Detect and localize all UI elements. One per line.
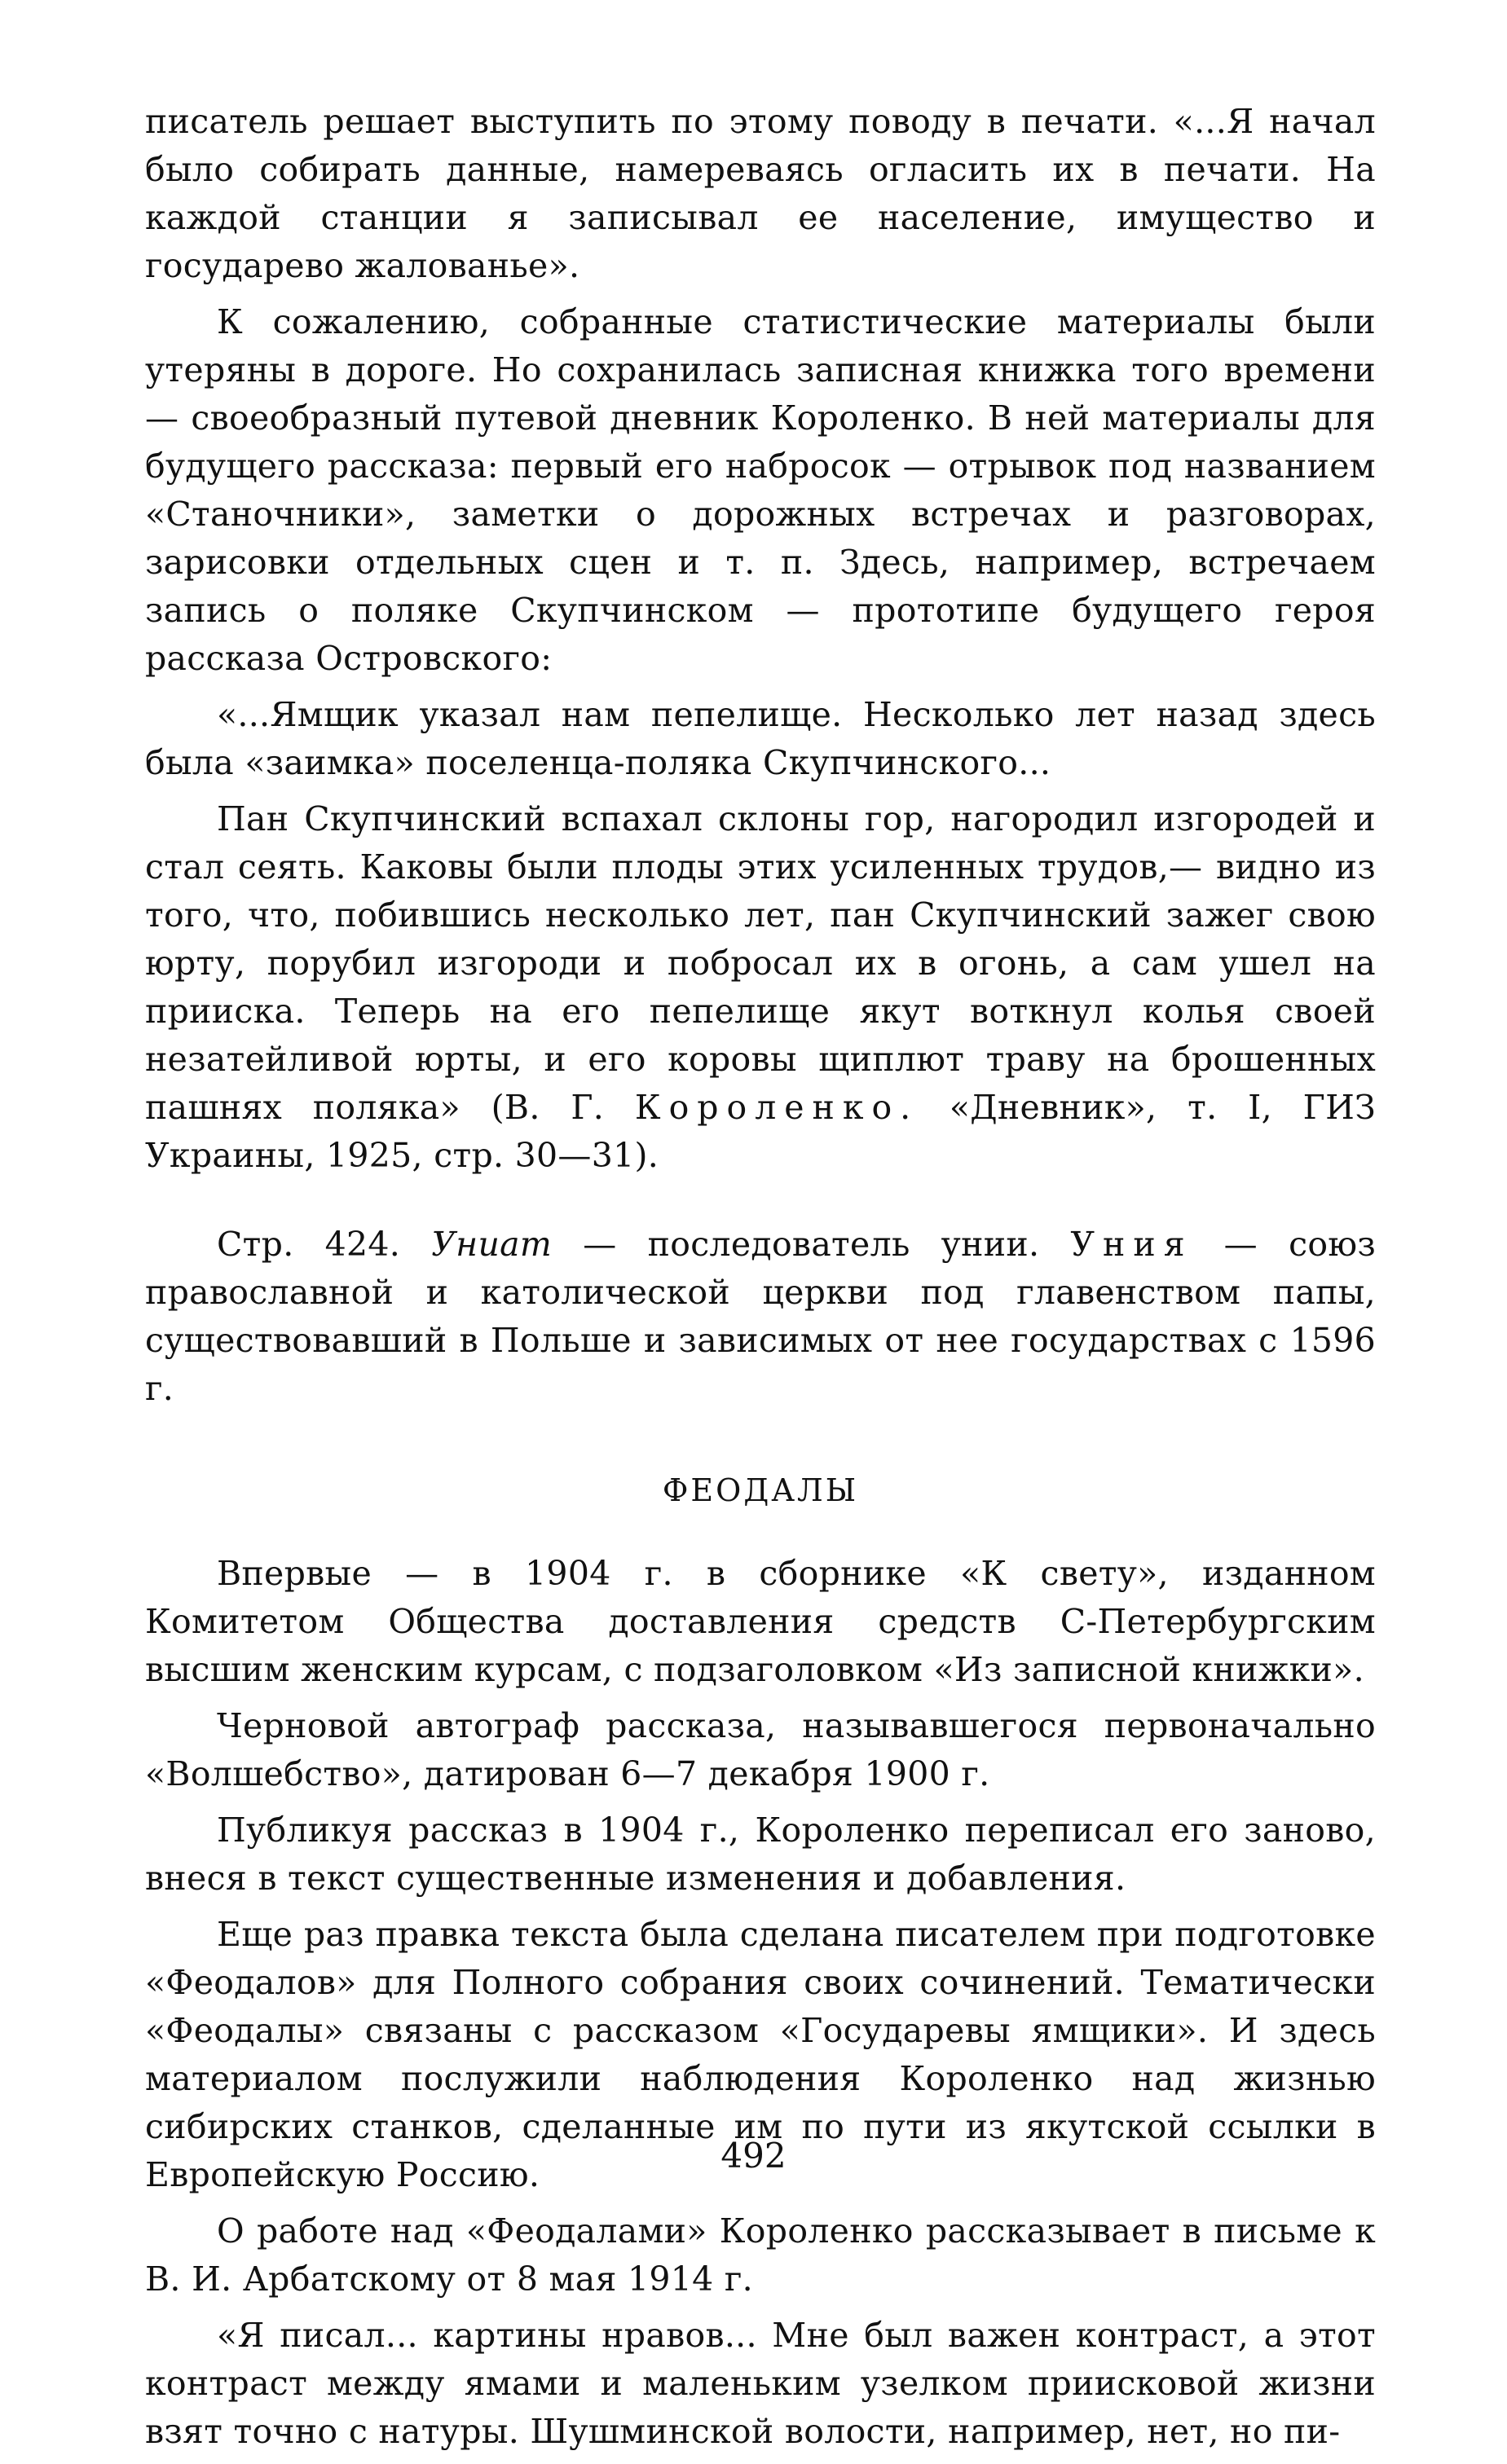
document-page — [145, 98, 1376, 2464]
page-reference: Стр. 424. — [217, 1225, 432, 1264]
quote-paragraph — [145, 795, 1376, 1180]
paragraph: «Я писал... картины нравов... Мне был важен контраст, а этот контраст между ямами и маленьким узелком приисковой жизни взят точно с натуры. Шушминской волости, например, нет, но пи- — [145, 2316, 1376, 2451]
paragraph: Публикуя рассказ в 1904 г., Короленко переписал его заново, внеся в текст существенные изменения и добавления. — [145, 1811, 1376, 1898]
section-title: ФЕОДАЛЫ — [662, 1472, 859, 1508]
paragraph: К сожалению, собранные статистические материалы были утеряны в дороге. Но сохранилась записная книжка того времени — своеобразный путевой дневник Короленко. В ней материалы для будущего рассказа: первый его набросок — отрывок под названием «Станочники», заметки о дорожных встречах и разговорах, зарисовки отдельных сцен и т. п. Здесь, например, встречаем запись о поляке Скупчинском — прототипе будущего героя рассказа Островского: — [145, 302, 1376, 678]
spacer — [145, 1421, 1376, 1454]
note-paragraph — [145, 1221, 1376, 1413]
citation-text: «Дневник», т. I, ГИЗ Украины, 1925, стр. 30—31). — [145, 1088, 1376, 1175]
definition: — последователь унии. — [552, 1225, 1071, 1264]
quote-text: Пан Скупчинский вспахал склоны гор, нагородил изгородей и стал сеять. Каковы были плоды этих усиленных трудов,— видно из того, что, побившись несколько лет, пан Скупчинский зажег свою юрту, порубил изгороди и побросал их в огонь, а сам ушел на прииска. Теперь на его пепелище якут воткнул колья своей незатейливой юрты, и его коровы щиплют траву на брошенных пашнях поляка» (В. Г. — [145, 799, 1376, 1127]
term-spaced: Уния — [1070, 1225, 1193, 1264]
paragraph: Черновой автограф рассказа, называвшегося первоначально «Волшебство», датирован 6—7 декабря 1900 г. — [145, 1706, 1376, 1793]
author-name: Короленко. — [634, 1088, 919, 1127]
page-number: 492 — [720, 2136, 787, 2176]
paragraph: писатель решает выступить по этому поводу в печати. «...Я начал было собирать данные, намереваясь огласить их в печати. На каждой станции я записывал ее население, имущество и государево жалованье». — [145, 102, 1376, 285]
paragraph: Впервые — в 1904 г. в сборнике «К свету», изданном Комитетом Общества доставления средств С-Петербургским высшим женским курсам, с подзаголовком «Из записной книжки». — [145, 1554, 1376, 1689]
term-italic: Униат — [431, 1225, 553, 1264]
quote-paragraph: «...Ямщик указал нам пепелище. Несколько лет назад здесь была «заимка» поселенца-поляка Скупчинского... — [145, 695, 1376, 782]
spacer — [145, 1188, 1376, 1221]
paragraph: О работе над «Феодалами» Короленко рассказывает в письме к В. И. Арбатскому от 8 мая 1914 г. — [145, 2211, 1376, 2299]
definition: — союз православной и католической церкви под главенством папы, существовавший в Польше и зависимых от нее государствах с 1596 г. — [145, 1225, 1376, 1408]
paragraph: Еще раз правка текста была сделана писателем при подготовке «Феодалов» для Полного собрания своих сочинений. Тематически «Феодалы» связаны с рассказом «Государевы ямщики». И здесь материалом послужили наблюдения Короленко над жизнью сибирских станков, сделанные им по пути из якутской ссылки в Европейскую Россию. — [145, 1915, 1376, 2194]
